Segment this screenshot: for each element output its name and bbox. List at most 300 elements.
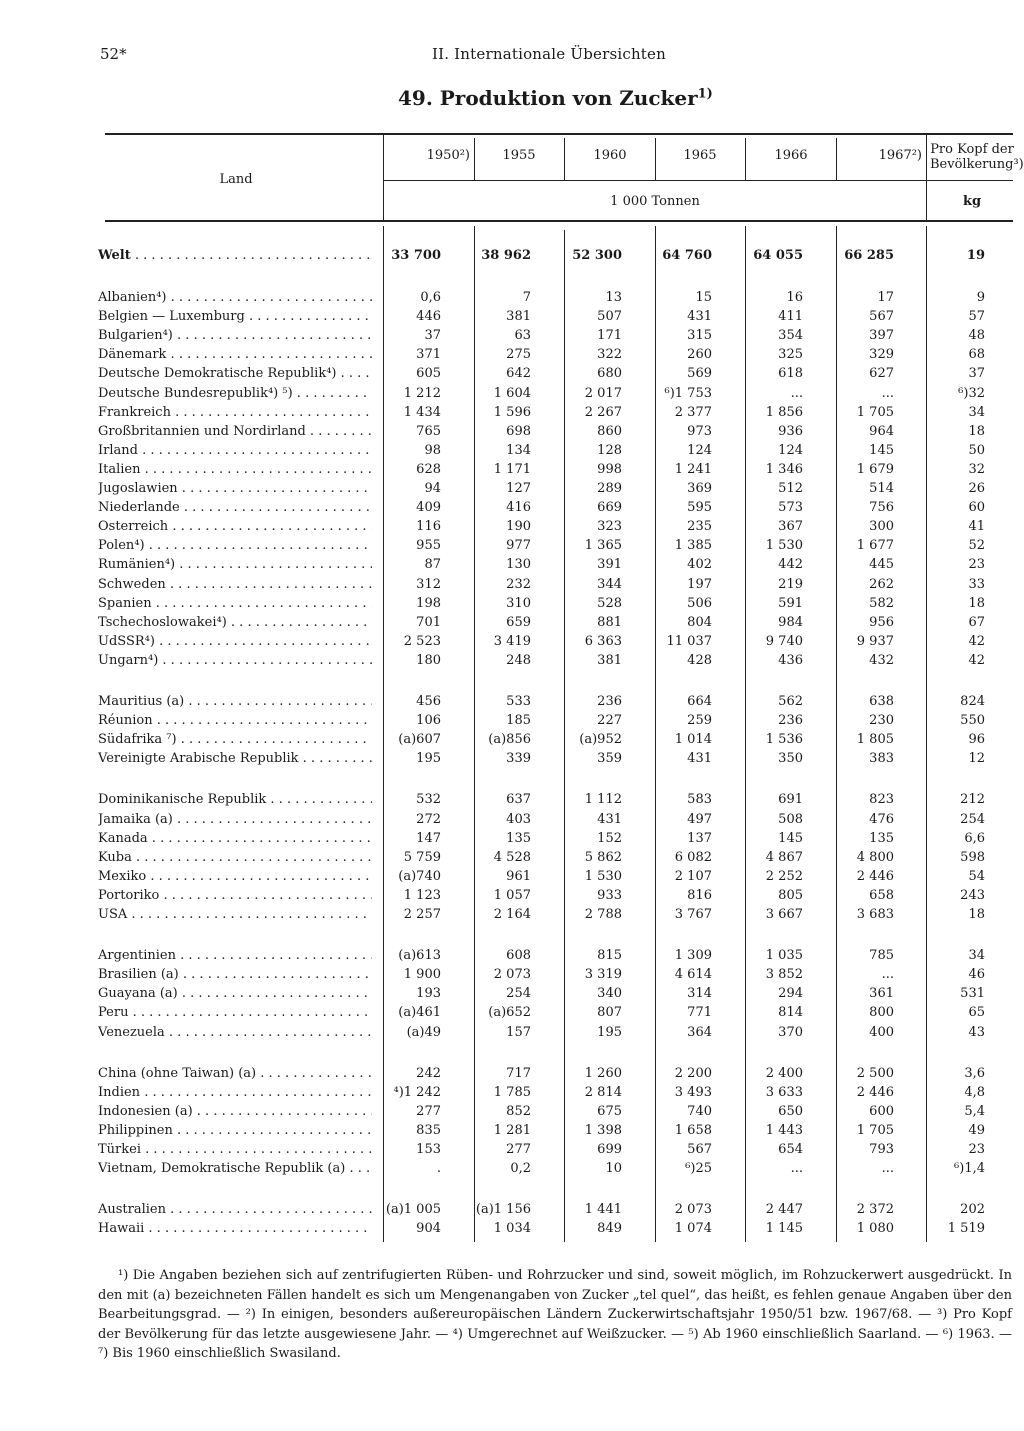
country-name: USA . . .: [98, 907, 372, 922]
production-value: 1 530: [765, 538, 803, 554]
production-value: 272: [416, 811, 441, 827]
production-value: 1 080: [856, 1221, 894, 1237]
table-row: [0, 1142, 1024, 1161]
production-value: 195: [597, 1024, 622, 1040]
production-value: 1 145: [765, 1221, 803, 1237]
production-value: 904: [416, 1221, 441, 1237]
production-value: 1 705: [856, 1122, 894, 1138]
production-value: 432: [869, 652, 894, 668]
production-value: (a)856: [488, 732, 531, 748]
production-value: 322: [597, 347, 622, 363]
per-capita-value: 34: [968, 404, 985, 420]
production-value: ...: [881, 1161, 894, 1177]
production-value: 3 493: [674, 1084, 712, 1100]
production-value: 2 017: [584, 385, 622, 401]
production-value: 354: [778, 328, 803, 344]
table-row: [0, 850, 1024, 869]
table-row: [0, 1085, 1024, 1104]
header-per-capita-unit: kg: [962, 194, 982, 209]
production-value: 402: [687, 557, 712, 573]
production-value: 1 443: [765, 1122, 803, 1138]
production-value: 1 596: [493, 404, 531, 420]
production-value: 608: [506, 948, 531, 964]
production-value: 1 057: [493, 887, 531, 903]
country-name: Bulgarien⁴) . . .: [98, 328, 372, 343]
production-value: 428: [687, 652, 712, 668]
table-row: [0, 290, 1024, 309]
country-name: UdSSR⁴) . . .: [98, 634, 372, 649]
country-name: Ungarn⁴) . . .: [98, 653, 372, 668]
production-value: 3 633: [765, 1084, 803, 1100]
production-value: 11 037: [666, 633, 712, 649]
production-value: 310: [506, 595, 531, 611]
per-capita-value: 33: [968, 576, 985, 592]
production-value: 134: [506, 442, 531, 458]
production-value: 364: [687, 1024, 712, 1040]
production-value: 717: [506, 1065, 531, 1081]
production-value: 1 212: [403, 385, 441, 401]
table-row: [0, 888, 1024, 907]
production-value: 289: [597, 481, 622, 496]
production-value: 153: [416, 1142, 441, 1157]
production-value: 87: [424, 557, 441, 573]
production-value: 2 073: [674, 1202, 712, 1218]
production-value: 2 500: [856, 1065, 894, 1081]
column-divider: [564, 138, 565, 180]
production-value: 595: [687, 500, 712, 516]
country-name: Mauritius (a) . . .: [98, 694, 372, 709]
per-capita-value: 4,8: [964, 1084, 985, 1100]
production-value: 506: [687, 595, 712, 611]
production-value: 618: [778, 366, 803, 382]
per-capita-value: 19: [966, 248, 985, 263]
production-value: 650: [778, 1103, 803, 1119]
production-value: 300: [869, 519, 894, 535]
production-value: 106: [416, 713, 441, 729]
production-value: 314: [687, 986, 712, 1002]
country-name: Kuba . . .: [98, 850, 372, 865]
per-capita-value: 212: [960, 792, 985, 808]
table-row: [0, 424, 1024, 443]
production-value: 977: [506, 538, 531, 554]
production-value: 1 346: [765, 461, 803, 477]
country-name: Tschechoslowakei⁴) . . .: [98, 615, 372, 630]
production-value: 124: [778, 442, 803, 458]
production-value: 4 800: [856, 849, 894, 865]
per-capita-value: 824: [960, 694, 985, 709]
production-value: 2 400: [765, 1065, 803, 1081]
production-value: 381: [597, 652, 622, 668]
country-name: Irland . . .: [98, 443, 372, 458]
production-value: 227: [597, 713, 622, 729]
table-row: [0, 713, 1024, 732]
production-value: 476: [869, 811, 894, 827]
production-value: 371: [416, 347, 441, 363]
production-value: 1 785: [493, 1084, 531, 1100]
production-value: 528: [597, 595, 622, 611]
column-divider: [836, 138, 837, 180]
table-row: [0, 386, 1024, 405]
production-value: 815: [597, 948, 622, 964]
per-capita-value: 1 519: [947, 1221, 985, 1237]
table-row: [0, 596, 1024, 615]
production-value: 507: [597, 309, 622, 325]
table-row: [0, 538, 1024, 557]
production-value: 1 260: [584, 1065, 622, 1081]
country-name: Indonesien (a) . . .: [98, 1104, 372, 1119]
table-row: [0, 831, 1024, 850]
per-capita-value: 18: [968, 907, 985, 922]
production-value: 756: [869, 500, 894, 516]
per-capita-value: 65: [968, 1005, 985, 1021]
production-value: 771: [687, 1005, 712, 1021]
per-capita-value: 531: [960, 986, 985, 1002]
table-row: [0, 653, 1024, 672]
table-row: [0, 986, 1024, 1005]
production-value: 1 014: [674, 732, 712, 748]
per-capita-value: 18: [968, 595, 985, 611]
production-value: 582: [869, 595, 894, 611]
production-value: 2 073: [493, 967, 531, 983]
production-value: 15: [695, 290, 712, 305]
per-capita-value: 68: [968, 347, 985, 363]
table-row: [0, 751, 1024, 770]
production-value: 185: [506, 713, 531, 729]
table-title: [398, 86, 713, 110]
header-year-1960: 1960: [593, 148, 627, 163]
country-name: Vietnam, Demokratische Republik (a) . . .: [98, 1161, 372, 1176]
production-value: 1 171: [493, 461, 531, 477]
production-value: 242: [416, 1065, 441, 1081]
country-name: Welt . . .: [98, 248, 372, 263]
production-value: 0,6: [420, 290, 441, 305]
production-value: 383: [869, 751, 894, 767]
table-row: [0, 732, 1024, 751]
production-value: 2 372: [856, 1202, 894, 1218]
country-name: Kanada . . .: [98, 831, 372, 846]
country-name: Deutsche Bundesrepublik⁴) ⁵) . . .: [98, 386, 372, 401]
production-value: 658: [869, 887, 894, 903]
production-value: 2 814: [584, 1084, 622, 1100]
country-name: Spanien . . .: [98, 596, 372, 611]
production-value: 699: [597, 1142, 622, 1157]
country-name: Südafrika ⁷) . . .: [98, 732, 372, 747]
production-value: 2 447: [765, 1202, 803, 1218]
production-value: 9 937: [856, 633, 894, 649]
production-value: 805: [778, 887, 803, 903]
per-capita-value: 46: [968, 967, 985, 983]
production-value: 1 385: [674, 538, 712, 554]
country-name: Portoriko . . .: [98, 888, 372, 903]
production-value: 446: [416, 309, 441, 325]
production-value: 339: [506, 751, 531, 767]
table-row: [0, 557, 1024, 576]
production-value: 33 700: [391, 248, 441, 263]
production-value: 2 252: [765, 868, 803, 884]
production-value: 367: [778, 519, 803, 535]
production-value: 567: [869, 309, 894, 325]
production-value: 508: [778, 811, 803, 827]
production-value: 1 309: [674, 948, 712, 964]
production-value: 6 082: [674, 849, 712, 865]
production-value: 532: [416, 792, 441, 808]
production-value: (a)652: [488, 1005, 531, 1021]
production-value: 956: [869, 614, 894, 630]
production-value: 277: [416, 1103, 441, 1119]
production-value: 94: [424, 481, 441, 496]
per-capita-value: 23: [968, 557, 985, 573]
production-value: 63: [514, 328, 531, 344]
production-value: 785: [869, 948, 894, 964]
production-value: 230: [869, 713, 894, 729]
header-unit: 1 000 Tonnen: [610, 194, 700, 209]
production-value: 1 604: [493, 385, 531, 401]
per-capita-value: 202: [960, 1202, 985, 1218]
production-value: 52 300: [572, 248, 622, 263]
production-value: 823: [869, 792, 894, 808]
per-capita-value: 41: [968, 519, 985, 535]
country-name: Dominikanische Republik . . .: [98, 792, 372, 807]
production-value: 456: [416, 694, 441, 709]
production-value: 9 740: [765, 633, 803, 649]
production-value: 3 767: [674, 907, 712, 922]
production-value: 852: [506, 1103, 531, 1119]
per-capita-value: 12: [968, 751, 985, 767]
production-value: (a)1 005: [385, 1202, 441, 1218]
country-name: Dänemark . . .: [98, 347, 372, 362]
table-row: [0, 405, 1024, 424]
header-year-1966: 1966: [774, 148, 808, 163]
table-row: [0, 869, 1024, 888]
country-name: Jugoslawien . . .: [98, 481, 372, 496]
production-value: 835: [416, 1122, 441, 1138]
table-row: [0, 309, 1024, 328]
production-value: 2 107: [674, 868, 712, 884]
production-value: 1 034: [493, 1221, 531, 1237]
production-value: 361: [869, 986, 894, 1002]
production-value: 638: [869, 694, 894, 709]
production-value: 698: [506, 423, 531, 439]
production-value: 583: [687, 792, 712, 808]
per-capita-value: 3,6: [964, 1065, 985, 1081]
per-capita-value: 598: [960, 849, 985, 865]
per-capita-value: 26: [968, 481, 985, 496]
country-name: Jamaika (a) . . .: [98, 812, 372, 827]
production-value: 259: [687, 713, 712, 729]
production-value: 236: [778, 713, 803, 729]
country-name: Schweden . . .: [98, 577, 372, 592]
production-value: 1 536: [765, 732, 803, 748]
production-value: ...: [881, 967, 894, 983]
production-value: 38 962: [481, 248, 531, 263]
production-value: 807: [597, 1005, 622, 1021]
footnote-text: ¹) Die Angaben beziehen sich auf zentrifugierten Rüben- und Rohrzucker und sind, soweit möglich, im Rohzuckerwert ausgedrückt. In den mit (a) bezeichneten Fällen handelt es sich um Mengenangaben von Zucker „tel quel“, das heißt, es fehlen genaue Angaben über den Bearbeitungsgrad. — ²) In einigen, besonders außereuropäischen Ländern Zuckerwirtschaftsjahr 1950/51 bzw. 1967/68. — ³) Pro Kopf der Bevölkerung für das letzte ausgewiesene Jahr. — ⁴) Umgerechnet auf Weißzucker. — ⁵) Ab 1960 einschließlich Saarland. — ⁶) 1963. — ⁷) Bis 1960 einschließlich Swasiland.: [98, 1268, 1012, 1361]
footnotes: [98, 1266, 1012, 1364]
production-value: 137: [687, 830, 712, 846]
per-capita-value: 34: [968, 948, 985, 964]
table-row: [0, 443, 1024, 462]
production-value: 567: [687, 1142, 712, 1157]
production-value: 145: [869, 442, 894, 458]
production-value: 17: [877, 290, 894, 305]
country-name: Hawaii . . .: [98, 1221, 372, 1236]
table-row: [0, 366, 1024, 385]
production-value: 13: [605, 290, 622, 305]
production-value: 2 200: [674, 1065, 712, 1081]
production-value: 4 614: [674, 967, 712, 983]
table-row: [0, 577, 1024, 596]
production-value: ⁴)1 242: [393, 1084, 441, 1100]
table-row: [0, 1005, 1024, 1024]
production-value: 984: [778, 614, 803, 630]
production-value: 66 285: [844, 248, 894, 263]
country-name: Réunion . . .: [98, 713, 372, 728]
table-row: [0, 500, 1024, 519]
production-value: 998: [597, 461, 622, 477]
country-name: Philippinen . . .: [98, 1123, 372, 1138]
table-row: [0, 1202, 1024, 1221]
production-value: 350: [778, 751, 803, 767]
production-value: 400: [869, 1024, 894, 1040]
production-value: 5 759: [403, 849, 441, 865]
table-row: [0, 907, 1024, 926]
per-capita-value: 23: [968, 1142, 985, 1157]
production-value: 411: [778, 309, 803, 325]
per-capita-value: 42: [968, 652, 985, 668]
production-value: 130: [506, 557, 531, 573]
production-value: 2 377: [674, 404, 712, 420]
production-value: 4 867: [765, 849, 803, 865]
production-value: 7: [522, 290, 531, 305]
production-value: 431: [687, 309, 712, 325]
country-name: Brasilien (a) . . .: [98, 967, 372, 982]
table-row: [0, 519, 1024, 538]
production-value: 190: [506, 519, 531, 535]
table-title-footnote: 1): [697, 86, 713, 102]
country-name: Guayana (a) . . .: [98, 986, 372, 1001]
table-top-rule: [105, 133, 1013, 135]
production-value: ⁶)1 753: [664, 385, 712, 401]
country-name: Indien . . .: [98, 1085, 372, 1100]
country-name: Argentinien . . .: [98, 948, 372, 963]
production-value: 2 788: [584, 907, 622, 922]
production-value: 1 677: [856, 538, 894, 554]
production-value: 180: [416, 652, 441, 668]
production-value: 533: [506, 694, 531, 709]
production-value: 0,2: [510, 1161, 531, 1177]
production-value: 600: [869, 1103, 894, 1119]
production-value: 628: [416, 461, 441, 477]
production-value: 124: [687, 442, 712, 458]
per-capita-value: 42: [968, 633, 985, 649]
production-value: 816: [687, 887, 712, 903]
country-name: Deutsche Demokratische Republik⁴) . . .: [98, 366, 372, 381]
production-value: (a)49: [406, 1024, 441, 1040]
production-value: 3 683: [856, 907, 894, 922]
production-value: 445: [869, 557, 894, 573]
production-value: 262: [869, 576, 894, 592]
column-divider: [745, 138, 746, 180]
table-row: [0, 1025, 1024, 1044]
production-value: 340: [597, 986, 622, 1002]
production-value: 128: [597, 442, 622, 458]
production-value: 329: [869, 347, 894, 363]
production-value: 275: [506, 347, 531, 363]
per-capita-value: 37: [968, 366, 985, 382]
table-row: [0, 1104, 1024, 1123]
production-value: 135: [506, 830, 531, 846]
per-capita-value: 550: [960, 713, 985, 729]
per-capita-value: 32: [968, 461, 985, 477]
per-capita-value: 6,6: [964, 830, 985, 846]
production-value: 416: [506, 500, 531, 516]
production-value: 664: [687, 694, 712, 709]
production-value: 5 862: [584, 849, 622, 865]
country-name: China (ohne Taiwan) (a) . . .: [98, 1066, 372, 1081]
production-value: 157: [506, 1024, 531, 1040]
production-value: 2 446: [856, 868, 894, 884]
section-header: II. Internationale Übersichten: [432, 45, 666, 63]
production-value: 659: [506, 614, 531, 630]
production-value: 3 319: [584, 967, 622, 983]
production-value: 793: [869, 1142, 894, 1157]
header-year-1955: 1955: [502, 148, 536, 163]
production-value: 497: [687, 811, 712, 827]
production-value: 605: [416, 366, 441, 382]
production-value: 369: [687, 481, 712, 496]
header-land: Land: [219, 172, 253, 187]
header-year-1967: 1967²): [878, 148, 922, 163]
production-value: 248: [506, 652, 531, 668]
country-name: Rumänien⁴) . . .: [98, 557, 372, 572]
table-row: [0, 1066, 1024, 1085]
production-value: 961: [506, 868, 531, 884]
per-capita-value: 96: [968, 732, 985, 748]
per-capita-value: 48: [968, 328, 985, 344]
production-value: 1 365: [584, 538, 622, 554]
production-value: 1 530: [584, 868, 622, 884]
production-value: 1 112: [584, 792, 622, 808]
production-value: 1 281: [493, 1122, 531, 1138]
production-value: 195: [416, 751, 441, 767]
production-value: 277: [506, 1142, 531, 1157]
production-value: 3 419: [493, 633, 531, 649]
production-value: 403: [506, 811, 531, 827]
production-value: ⁶)25: [685, 1161, 712, 1177]
production-value: 933: [597, 887, 622, 903]
production-value: 955: [416, 538, 441, 554]
country-name: Venezuela . . .: [98, 1025, 372, 1040]
production-value: 16: [786, 290, 803, 305]
production-value: 219: [778, 576, 803, 592]
production-value: 514: [869, 481, 894, 496]
header-year-1950: 1950²): [426, 148, 470, 163]
per-capita-value: 50: [968, 442, 985, 458]
production-value: 381: [506, 309, 531, 325]
production-value: 654: [778, 1142, 803, 1157]
production-value: 359: [597, 751, 622, 767]
production-value: 254: [506, 986, 531, 1002]
table-row: [0, 1123, 1024, 1142]
production-value: ...: [790, 1161, 803, 1177]
production-value: 1 035: [765, 948, 803, 964]
production-value: 294: [778, 986, 803, 1002]
production-value: (a)613: [398, 948, 441, 964]
production-value: 1 398: [584, 1122, 622, 1138]
production-value: (a)952: [579, 732, 622, 748]
production-value: 1 241: [674, 461, 712, 477]
production-value: 2 257: [403, 907, 441, 922]
